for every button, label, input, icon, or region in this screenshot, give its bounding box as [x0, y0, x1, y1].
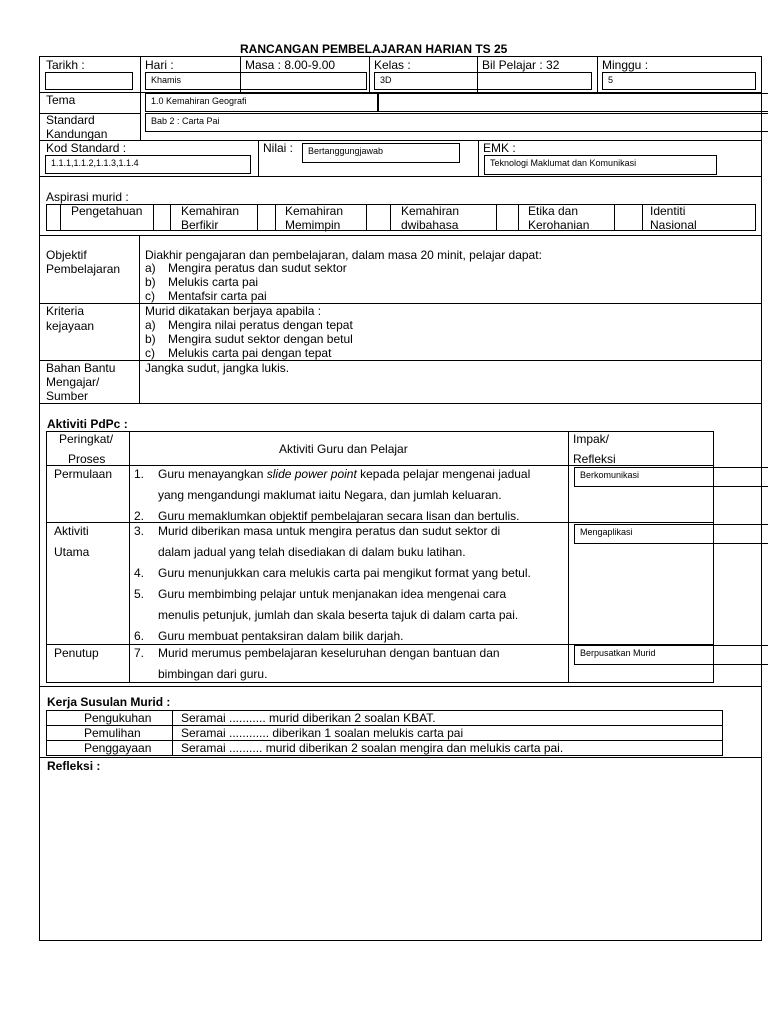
step-1-line-1: Guru menayangkan slide power point kepada pelajar mengenai jadual	[158, 467, 531, 481]
kriteria-marker-c: c)	[145, 346, 155, 360]
kerja-label-pemulihan: Pemulihan	[84, 726, 141, 740]
minggu-field[interactable]: 5	[602, 72, 756, 90]
aspirasi-kemahiran-memimpin-2: Memimpin	[285, 218, 341, 232]
divider	[129, 431, 130, 683]
divider	[153, 204, 154, 231]
kelas-field[interactable]: 3D	[374, 72, 592, 90]
step-4-line-1: Guru menunjukkan cara melukis carta pai mengikut format yang betul.	[158, 566, 531, 580]
aspirasi-kemahiran-dwibahasa-2: dwibahasa	[401, 218, 459, 232]
objektif-intro: Diakhir pengajaran dan pembelajaran, dalam masa 20 minit, pelajar dapat:	[145, 248, 542, 262]
objektif-marker-a: a)	[145, 261, 156, 275]
kerja-text-pengukuhan: Seramai ........... murid diberikan 2 soalan KBAT.	[181, 711, 436, 725]
tarikh-label: Tarikh :	[46, 58, 85, 72]
divider	[390, 204, 391, 231]
divider	[597, 56, 598, 92]
aspirasi-etika-1: Etika dan	[528, 204, 579, 218]
col-peringkat-1: Peringkat/	[59, 432, 114, 446]
aspirasi-kemahiran-dwibahasa-1: Kemahiran	[401, 204, 460, 218]
step-3-line-1: Murid diberikan masa untuk mengira peratus dan sudut sektor di	[158, 524, 501, 538]
divider	[257, 204, 258, 231]
kerja-label-pengukuhan: Pengukuhan	[84, 711, 152, 725]
step-3-line-2: dalam jadual yang telah disediakan di dalam buku latihan.	[158, 545, 466, 559]
objektif-item-a: Mengira peratus dan sudut sektor	[168, 261, 347, 275]
step-1-line-2: yang mengandungi maklumat iaitu Negara, dan jumlah keluaran.	[158, 488, 502, 502]
divider	[614, 204, 615, 231]
step-7-line-1: Murid merumus pembelajaran keseluruhan dengan bantuan dan	[158, 646, 500, 660]
tema-label: Tema	[46, 93, 76, 107]
bahan-label-3: Sumber	[46, 389, 89, 403]
standard-label-2: Kandungan	[46, 127, 108, 141]
standard-label-1: Standard	[46, 113, 95, 127]
bahan-label-2: Mengajar/	[46, 375, 100, 389]
kriteria-intro: Murid dikatakan berjaya apabila :	[145, 304, 322, 318]
divider	[518, 204, 519, 231]
impak-permulaan-field[interactable]: Berkomunikasi	[574, 467, 768, 487]
kriteria-item-c: Melukis carta pai dengan tepat	[168, 346, 332, 360]
impak-penutup-field[interactable]: Berpusatkan Murid	[574, 645, 768, 665]
col-aktiviti: Aktiviti Guru dan Pelajar	[279, 442, 408, 456]
step-number: 3.	[134, 524, 145, 538]
step-6-line-1: Guru membuat pentaksiran dalam bilik darjah.	[158, 629, 404, 643]
divider	[568, 431, 569, 683]
kerja-label-penggayaan: Penggayaan	[84, 741, 152, 755]
step-number: 2.	[134, 509, 145, 523]
aspirasi-kemahiran-berfikir-2: Berfikir	[181, 218, 219, 232]
step-7-line-2: bimbingan dari guru.	[158, 667, 268, 681]
stage-permulaan: Permulaan	[54, 467, 113, 481]
aspirasi-kemahiran-berfikir-1: Kemahiran	[181, 204, 240, 218]
page-title: RANCANGAN PEMBELAJARAN HARIAN TS 25	[240, 42, 508, 56]
kriteria-label-1: Kriteria	[46, 304, 85, 318]
masa-label: Masa : 8.00-9.00	[245, 58, 336, 72]
kriteria-label-2: kejayaan	[46, 319, 95, 333]
nilai-field[interactable]: Bertanggungjawab	[302, 143, 460, 163]
aspirasi-pengetahuan: Pengetahuan	[71, 204, 143, 218]
aktiviti-heading: Aktiviti PdPc :	[47, 417, 128, 431]
standard-field[interactable]: Bab 2 : Carta Pai	[145, 113, 768, 132]
divider	[139, 235, 140, 403]
divider	[39, 403, 762, 404]
hari-label: Hari :	[145, 58, 174, 72]
col-peringkat-2: Proses	[68, 452, 106, 466]
aspirasi-identiti-1: Identiti	[650, 204, 686, 218]
step-number: 7.	[134, 646, 145, 660]
aspirasi-kemahiran-memimpin-1: Kemahiran	[285, 204, 344, 218]
objektif-marker-c: c)	[145, 289, 155, 303]
kelas-label: Kelas :	[374, 58, 411, 72]
step-5-line-1: Guru membimbing pelajar untuk menjanakan idea mengenai cara	[158, 587, 507, 601]
objektif-label-2: Pembelajaran	[46, 262, 121, 276]
divider	[275, 204, 276, 231]
kod-standard-field[interactable]: 1.1.1,1.1.2,1.1.3,1.1.4	[45, 155, 251, 174]
col-impak-2: Refleksi	[573, 452, 616, 466]
step-2-line-1: Guru memaklumkan objektif pembelajaran secara lisan dan bertulis.	[158, 509, 520, 523]
divider	[478, 140, 479, 176]
step-number: 1.	[134, 467, 145, 481]
stage-utama-1: Aktiviti	[54, 524, 89, 538]
divider	[170, 204, 171, 231]
divider	[39, 140, 762, 141]
divider	[258, 140, 259, 176]
divider	[39, 235, 762, 236]
kerja-text-penggayaan: Seramai .......... murid diberikan 2 soalan mengira dan melukis carta pai.	[181, 741, 564, 755]
bahan-value: Jangka sudut, jangka lukis.	[145, 361, 290, 375]
emk-field[interactable]: Teknologi Maklumat dan Komunikasi	[484, 155, 717, 175]
kerja-heading: Kerja Susulan Murid :	[47, 695, 171, 709]
stage-penutup: Penutup	[54, 646, 99, 660]
divider	[39, 176, 762, 177]
kriteria-marker-b: b)	[145, 332, 156, 346]
refleksi-area[interactable]	[40, 775, 761, 940]
step-5-line-2: menulis petunjuk, jumlah dan skala beserta tajuk di dalam carta pai.	[158, 608, 519, 622]
kerja-text-pemulihan: Seramai ............ diberikan 1 soalan melukis carta pai	[181, 726, 464, 740]
tema-field[interactable]: 1.0 Kemahiran Geografi	[145, 93, 378, 112]
aspirasi-label: Aspirasi murid :	[46, 190, 129, 204]
objektif-label-1: Objektif	[46, 248, 87, 262]
aspirasi-etika-2: Kerohanian	[528, 218, 590, 232]
kriteria-item-b: Mengira sudut sektor dengan betul	[168, 332, 353, 346]
bil-pelajar-label: Bil Pelajar : 32	[482, 58, 560, 72]
minggu-label: Minggu :	[602, 58, 649, 72]
divider	[366, 204, 367, 231]
divider	[140, 92, 141, 140]
divider	[642, 204, 643, 231]
divider	[172, 710, 173, 756]
col-impak-1: Impak/	[573, 432, 610, 446]
kod-standard-label: Kod Standard :	[46, 141, 127, 155]
objektif-item-b: Melukis carta pai	[168, 275, 259, 289]
divider	[39, 686, 762, 687]
emk-label: EMK :	[483, 141, 516, 155]
step-number: 6.	[134, 629, 145, 643]
objektif-item-c: Mentafsir carta pai	[168, 289, 267, 303]
hari-field[interactable]: Khamis	[145, 72, 367, 90]
refleksi-label: Refleksi :	[47, 759, 101, 773]
divider	[140, 56, 141, 92]
step-number: 5.	[134, 587, 145, 601]
divider	[496, 204, 497, 231]
divider	[39, 757, 762, 758]
kriteria-marker-a: a)	[145, 318, 156, 332]
tema-extra-field[interactable]	[378, 93, 768, 112]
kriteria-item-a: Mengira nilai peratus dengan tepat	[168, 318, 353, 332]
divider	[60, 204, 61, 231]
divider	[369, 56, 370, 92]
bahan-label-1: Bahan Bantu	[46, 361, 116, 375]
aspirasi-identiti-2: Nasional	[650, 218, 697, 232]
stage-utama-2: Utama	[54, 545, 90, 559]
nilai-label: Nilai :	[263, 141, 294, 155]
tarikh-field[interactable]	[45, 72, 133, 90]
impak-utama-field[interactable]: Mengaplikasi	[574, 524, 768, 544]
step-number: 4.	[134, 566, 145, 580]
objektif-marker-b: b)	[145, 275, 156, 289]
